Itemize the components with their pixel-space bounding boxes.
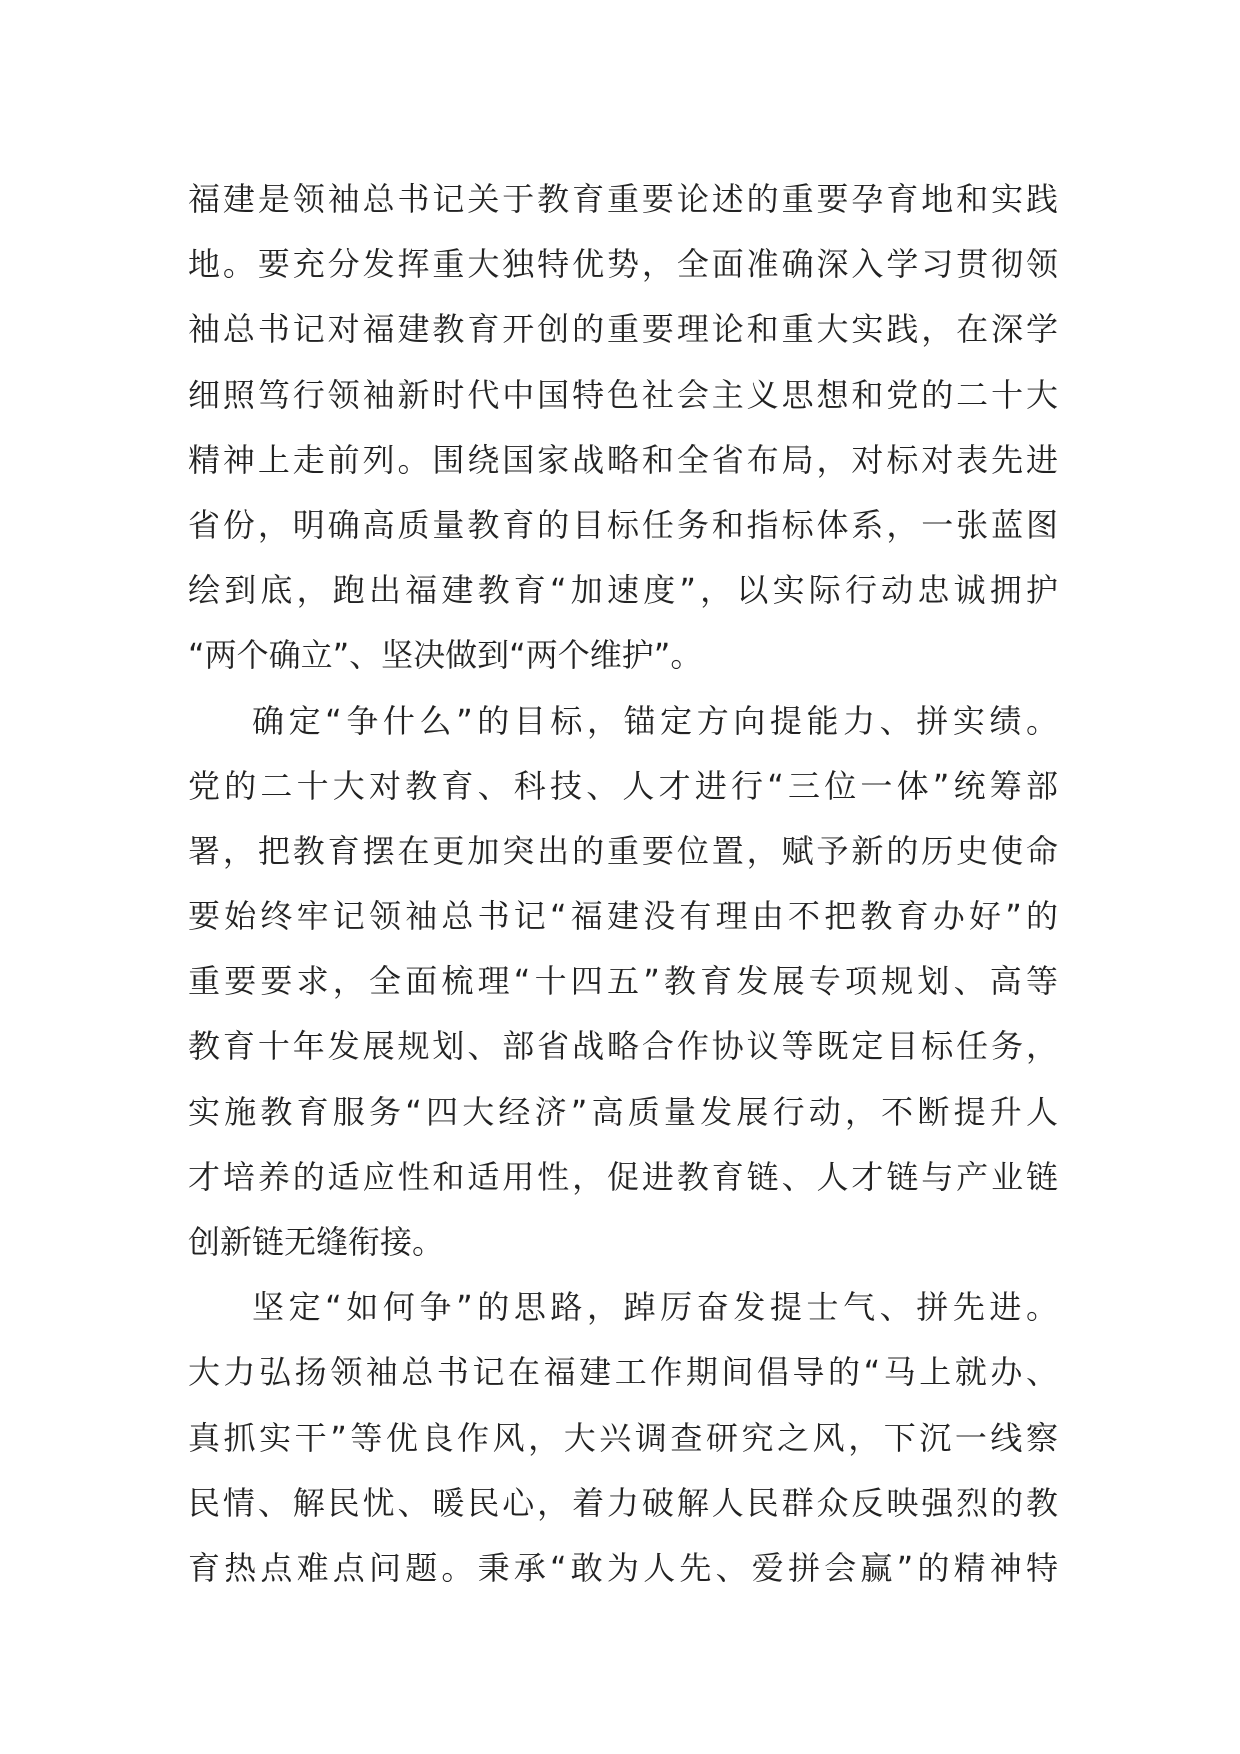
text-line: 袖总书记对福建教育开创的重要理论和重大实践，在深学	[188, 310, 1058, 349]
text-line: 党的二十大对教育、科技、人才进行“三位一体”统筹部	[188, 766, 1058, 805]
text-line: 精神上走前列。围绕国家战略和全省布局，对标对表先进	[188, 440, 1058, 479]
text-line: 育热点难点问题。秉承“敢为人先、爱拼会赢”的精神特	[188, 1548, 1058, 1587]
text-line: 真抓实干”等优良作风，大兴调查研究之风，下沉一线察	[188, 1418, 1058, 1457]
text-line: 重要要求，全面梳理“十四五”教育发展专项规划、高等	[188, 962, 1058, 1001]
text-line: 民情、解民忧、暖民心，着力破解人民群众反映强烈的教	[188, 1483, 1058, 1522]
paragraph-2	[188, 689, 1058, 1276]
text-line: 要始终牢记领袖总书记“福建没有理由不把教育办好”的	[188, 897, 1058, 936]
paragraph-3	[188, 1275, 1058, 1601]
text-line: 绘到底，跑出福建教育“加速度”，以实际行动忠诚拥护	[188, 571, 1058, 610]
text-line: 确定“争什么”的目标，锚定方向提能力、拼实绩。	[252, 701, 1058, 740]
text-line: 署，把教育摆在更加突出的重要位置，赋予新的历史使命	[188, 831, 1058, 870]
text-line: 省份，明确高质量教育的目标任务和指标体系，一张蓝图	[188, 505, 1058, 544]
text-line: 实施教育服务“四大经济”高质量发展行动，不断提升人	[188, 1092, 1058, 1131]
text-line: 创新链无缝衔接。	[188, 1223, 445, 1261]
text-line: 地。要充分发挥重大独特优势，全面准确深入学习贯彻领	[188, 245, 1058, 284]
text-line: 细照笃行领袖新时代中国特色社会主义思想和党的二十大	[188, 375, 1058, 414]
paragraph-1	[188, 167, 1058, 689]
text-line: 大力弘扬领袖总书记在福建工作期间倡导的“马上就办、	[188, 1353, 1058, 1392]
text-line: 才培养的适应性和适用性，促进教育链、人才链与产业链	[188, 1157, 1058, 1196]
text-line: “两个确立”、坚决做到“两个维护”。	[188, 636, 703, 675]
text-line: 福建是领袖总书记关于教育重要论述的重要孕育地和实践	[188, 180, 1058, 218]
text-line: 坚定“如何争”的思路，踔厉奋发提士气、拼先进。	[252, 1288, 1058, 1327]
text-line: 教育十年发展规划、部省战略合作协议等既定目标任务，	[188, 1027, 1058, 1066]
document-body	[188, 167, 1058, 1601]
